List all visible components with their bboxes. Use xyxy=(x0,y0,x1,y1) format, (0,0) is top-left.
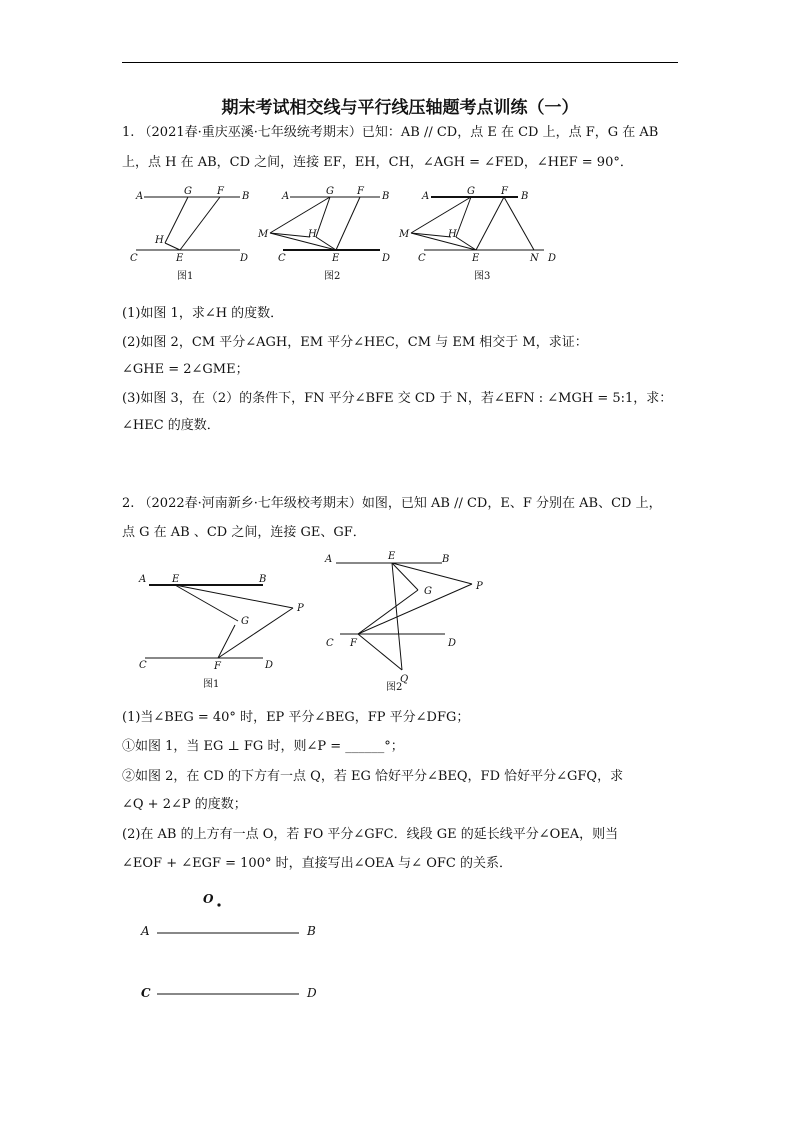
label-b: B xyxy=(442,554,450,565)
q2-part1: (1)当∠BEG = 40° 时，EP 平分∠BEG，FP 平分∠DFG； xyxy=(122,710,470,725)
segment-fe xyxy=(180,197,220,250)
label-h: H xyxy=(308,229,317,240)
label-c: C xyxy=(130,253,138,264)
label-g: G xyxy=(424,586,432,597)
caption: 图1 xyxy=(203,679,220,690)
label-d: D xyxy=(382,253,391,264)
segment-gm xyxy=(270,197,330,233)
page-title: 期末考试相交线与平行线压轴题考点训练（一） xyxy=(221,98,579,118)
q2-stem-line2: 点 G 在 AB 、CD 之间，连接 GE、GF． xyxy=(122,525,366,540)
q2-stem-line1: 2. （2022春·河南新乡·七年级校考期末）如图，已知 AB // CD，E、F 分别在 AB、CD 上， xyxy=(122,496,662,511)
label-b: B xyxy=(259,574,267,585)
q2-part2-line2: ∠EOF + ∠EGF = 100° 时，直接写出∠OEA 与∠ OFC 的关系． xyxy=(122,856,512,871)
label-e: E xyxy=(172,574,180,585)
label-a: A xyxy=(325,554,333,565)
segment-hc xyxy=(165,243,180,250)
label-f: F xyxy=(217,186,224,197)
segment-eg xyxy=(392,563,418,590)
q1-part2-line1: (2)如图 2，CM 平分∠AGH，EM 平分∠HEC，CM 与 EM 相交于 M，求证： xyxy=(122,335,588,350)
segment-fe xyxy=(476,197,504,250)
caption: 图3 xyxy=(474,271,491,282)
label-a: A xyxy=(422,191,430,202)
q1-stem-line1: 1. （2021春·重庆巫溪·七年级统考期末）已知：AB // CD，点 E 在 CD 上，点 F，G 在 AB xyxy=(122,125,659,140)
segment-me xyxy=(270,233,336,250)
q2-part1-sub1: ①如图 1，当 EG ⊥ FG 时，则∠P = ______°； xyxy=(122,739,404,754)
label-c: C xyxy=(278,253,286,264)
segment-me xyxy=(411,233,476,250)
label-a: A xyxy=(141,924,150,938)
q1-figure-1 xyxy=(130,185,250,285)
point-o xyxy=(217,903,220,906)
q2-figure-2 xyxy=(320,548,500,698)
q1-part3-line1: (3)如图 3，在（2）的条件下，FN 平分∠BFE 交 CD 于 N，若∠EFN : ∠MGH = 5:1，求： xyxy=(122,391,673,406)
label-d: D xyxy=(307,986,317,1000)
label-h: H xyxy=(155,235,164,246)
q1-stem-line2: 上，点 H 在 AB，CD 之间，连接 EF，EH，CH，∠AGH = ∠FED，∠HEF = 90°． xyxy=(122,155,633,170)
label-h: H xyxy=(448,229,457,240)
label-q: Q xyxy=(400,674,409,685)
caption: 图1 xyxy=(177,271,194,282)
label-e: E xyxy=(176,253,184,264)
q2-part1-sub2-line2: ∠Q + 2∠P 的度数； xyxy=(122,797,247,812)
segment-ep xyxy=(175,585,293,608)
caption: 图2 xyxy=(386,682,403,693)
segment-pf xyxy=(358,584,472,634)
segment-hc xyxy=(456,237,476,250)
label-p: P xyxy=(476,581,483,592)
label-d: D xyxy=(448,638,457,649)
segment-gh xyxy=(456,197,471,237)
q1-figure-3 xyxy=(396,185,566,285)
caption: 图2 xyxy=(324,271,341,282)
label-o: O xyxy=(203,892,214,906)
label-b: B xyxy=(242,191,250,202)
label-f: F xyxy=(350,638,357,649)
label-d: D xyxy=(548,253,557,264)
segment-eq xyxy=(392,563,402,670)
label-b: B xyxy=(307,924,316,938)
segment-gm xyxy=(411,197,471,233)
label-e: E xyxy=(472,253,480,264)
label-g: G xyxy=(241,616,249,627)
q2-figure-1 xyxy=(135,565,315,695)
label-d: D xyxy=(265,660,274,671)
segment-fe xyxy=(336,197,360,250)
segment-eg xyxy=(175,585,238,621)
segment-gf xyxy=(218,625,235,658)
label-f: F xyxy=(214,661,221,672)
q2-figure-3 xyxy=(135,885,335,1015)
q1-part1: (1)如图 1，求∠H 的度数． xyxy=(122,306,284,321)
label-g: G xyxy=(184,186,192,197)
segment-gh xyxy=(165,197,188,243)
label-b: B xyxy=(382,191,390,202)
label-g: G xyxy=(326,186,334,197)
segment-fq xyxy=(358,634,402,670)
q1-part2-line2: ∠GHE = 2∠GME； xyxy=(122,362,249,377)
label-d: D xyxy=(240,253,249,264)
label-f: F xyxy=(501,186,508,197)
header-rule xyxy=(122,62,678,63)
segment-fn xyxy=(504,197,534,250)
segment-gh xyxy=(316,197,330,237)
label-c: C xyxy=(141,986,151,1000)
label-b: B xyxy=(521,191,529,202)
label-g: G xyxy=(467,186,475,197)
label-e: E xyxy=(332,253,340,264)
label-c: C xyxy=(139,660,147,671)
label-a: A xyxy=(136,191,144,202)
label-a: A xyxy=(139,574,147,585)
q2-part1-sub2-line1: ②如图 2，在 CD 的下方有一点 Q，若 EG 恰好平分∠BEQ，FD 恰好平分∠GFQ，求 xyxy=(122,769,624,784)
q1-figure-2 xyxy=(258,185,398,285)
label-n: N xyxy=(530,253,539,264)
label-f: F xyxy=(357,186,364,197)
label-e: E xyxy=(388,551,396,562)
label-p: P xyxy=(297,603,304,614)
label-a: A xyxy=(282,191,290,202)
label-m: M xyxy=(258,229,269,240)
q2-part2-line1: (2)在 AB 的上方有一点 O，若 FO 平分∠GFC．线段 GE 的延长线平分∠OEA，则当 xyxy=(122,827,619,842)
segment-hc xyxy=(316,237,336,250)
label-c: C xyxy=(418,253,426,264)
label-c: C xyxy=(326,638,334,649)
label-m: M xyxy=(399,229,410,240)
segment-ep xyxy=(392,563,472,584)
q1-part3-line2: ∠HEC 的度数． xyxy=(122,418,220,433)
